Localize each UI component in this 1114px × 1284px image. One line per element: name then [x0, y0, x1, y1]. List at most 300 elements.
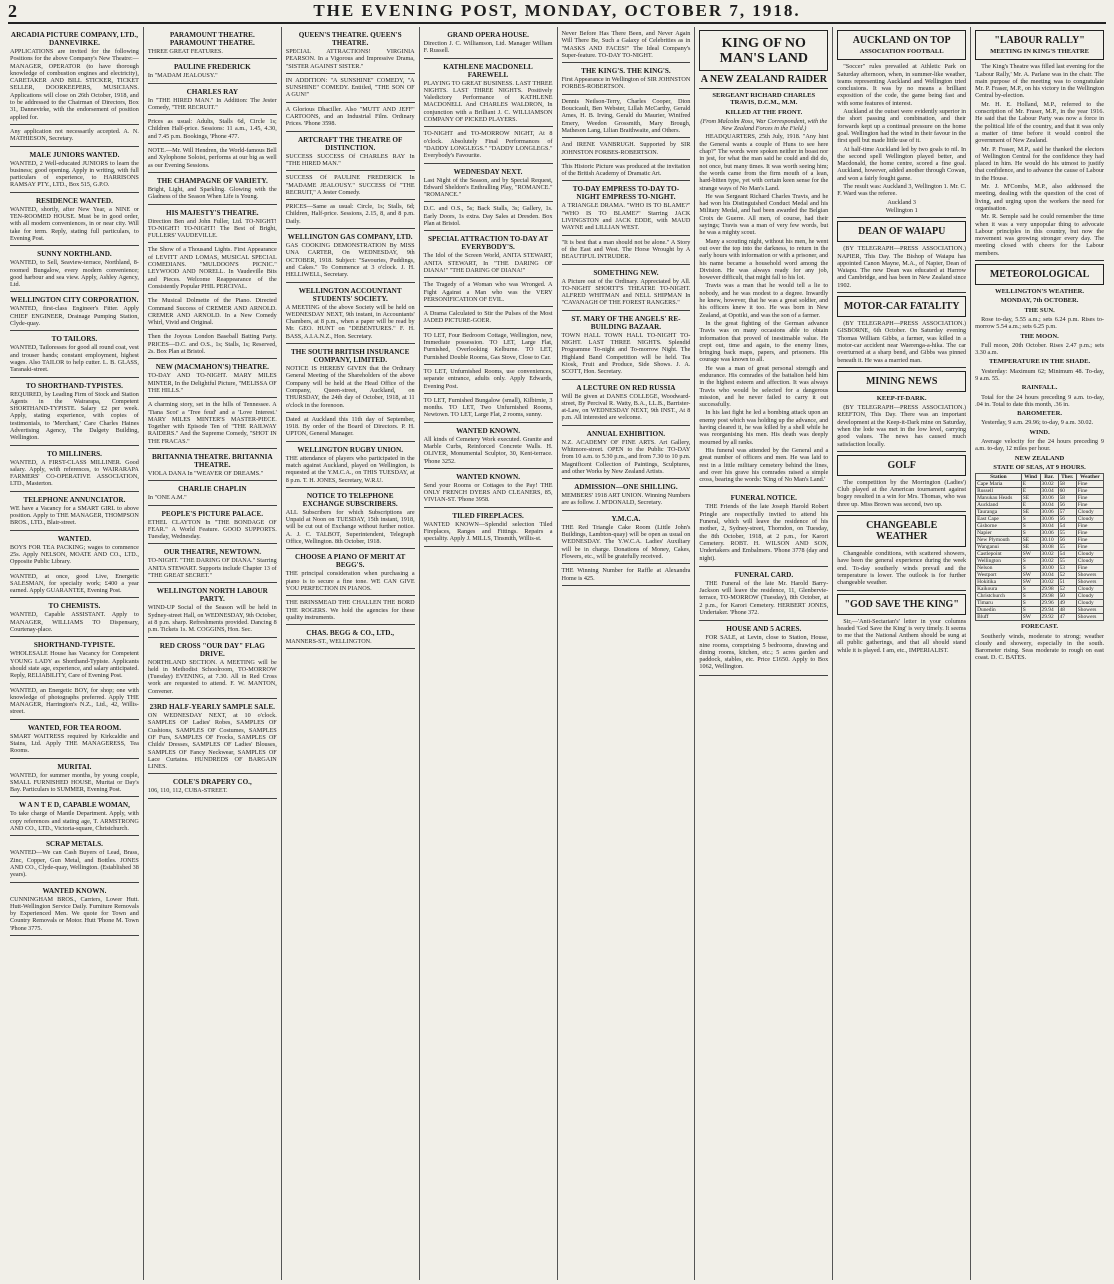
ad-text: BOYS FOR TEA PACKING; wages to commence 25s. Apply NELSON, MOATE AND CO., LTD., Opposite Public Library. [10, 543, 139, 566]
weather-row [976, 607, 1104, 614]
advertisement [148, 506, 277, 545]
paragraph: His funeral was attended by the General and a great number of officers and men. He was laid to rest in a little military cemetery behind the lines, and over his grave his comrades raised a simple cross, bearing the words: 'King of No Man's Land.' [699, 446, 829, 484]
weather-cell: 30.04 [1040, 502, 1058, 509]
weather-cell: E [1021, 502, 1040, 509]
ad-text: TO LET, Unfurnished Rooms, use conveniences, separate entrance, adults only. Apply Edwards, Evening Post. [423, 367, 553, 390]
paragraph: He was Sergeant Richard Charles Travis, and he had won his Distinguished Conduct Medal and his Military Medal, and had been awarded the Belgian Croix de Guerre. All men, of course, had their sayings; Travis was a man of very few words, but he was a mighty scout. [699, 192, 829, 237]
mining-subheading: KEEP-IT-DARK. [876, 394, 927, 402]
weather-cell: 50 [1058, 593, 1076, 600]
weather-row [976, 516, 1104, 523]
column-7-sport-news [833, 27, 971, 1280]
met-subheading: WELLINGTON'S WEATHER. [995, 288, 1085, 296]
score-auckland: Auckland 3 [887, 198, 917, 206]
column-4-opera-house [420, 27, 558, 1280]
weather-cell: East Cape [976, 516, 1022, 523]
advertisement [562, 138, 691, 160]
ad-text: THREE GREAT FEATURES. [147, 48, 223, 55]
weather-row [976, 481, 1104, 488]
weather-cell: Wanganui [976, 544, 1022, 551]
weather-cell: S [1021, 586, 1040, 593]
advertisement [424, 307, 553, 329]
ad-text: THE BRINSMEAD THE CHALLEN THE BORD THE ROGERS. We hold the agencies for these quality instruments. [285, 599, 415, 621]
weather-cell: Cloudy [1076, 509, 1103, 516]
weather-cell: S [1021, 600, 1040, 607]
ad-text: The Tragedy of a Woman who was Wronged. A Fight Against a Man who was the VERY PERSONIFICATION OF EVIL. [423, 281, 553, 303]
ad-text: WIND-UP Social of the Season will be held in Sydney-street Hall, on WEDNESDAY, 9th October, at 8 p.m. sharp. Refreshments provided. Dancing 8 p.m. Tickets 1s. M. COGGINS, Hon. Sec. [147, 604, 277, 634]
ad-text: WANTED, for summer months, by young couple, SMALL FURNISHED HOUSE, Muritai or Day's Bay. Particulars to SUMMER, Evening Post. [10, 771, 139, 794]
advertisement [286, 103, 415, 132]
ad-heading: ADMISSION—ONE SHILLING. [574, 483, 678, 492]
ad-heading: RESIDENCE WANTED. [35, 196, 113, 205]
ad-heading: MURITAI. [57, 762, 92, 771]
advertisement [10, 759, 139, 798]
weather-row [976, 537, 1104, 544]
weather-row [976, 488, 1104, 495]
advertisement [148, 359, 277, 398]
paragraph: Mr. R. Semple said he could remember the time when it was a very unpopular thing to advocate Labour principles in this country, but now the movement was growing stronger every day. The meeting closed with cheers for the Labour members. [975, 213, 1104, 257]
weather-cell: Gisborne [976, 523, 1022, 530]
ad-text: WANTED, A FIRST-CLASS MILLINER. Good salary. Apply, with references, to WAIRARAPA FARMERS' CO-OPERATIVE ASSOCIATION, LTD., Masterton. [10, 458, 139, 488]
ad-heading: TO MILLINERS. [46, 449, 102, 458]
ad-heading: WELLINGTON ACCOUNTANT STUDENTS' SOCIETY. [298, 286, 402, 303]
met-date: MONDAY, 7th OCTOBER. [1000, 297, 1079, 305]
weather-cell: SE [1021, 509, 1040, 516]
ad-text: APPLICATIONS are invited for the following Positions for the above Company's New Theatre:— MANAGER, OPERATOR (to have thorough knowledge of combustion engines and electricity), CARETAKER AND BILL STICKER, TICKET SELLER, DOORKEEPERS, MUSICIANS. Applications will close on 26th October, 1918, and to be addressed to the Chairman of Directors, Box 31, Dannevirke, with the endorsement of position applied for. [10, 48, 139, 121]
column-3-notices [282, 27, 420, 1280]
weather-cell: Fine [1076, 565, 1103, 572]
advertisement [148, 544, 277, 583]
weather-cell: 29.92 [1040, 614, 1058, 621]
advertisement [562, 95, 691, 138]
ad-text: WANTED—We can Cash Buyers of Lead, Brass, Zinc, Copper, Gun Metal, and Bottles. JONES AND CO., Clyde-quay, Wellington. (Established 38 years). [10, 849, 139, 879]
advertisement [10, 147, 139, 193]
advertisement [148, 144, 277, 173]
ad-heading: RED CROSS "OUR DAY" FLAG DRIVE. [159, 641, 265, 658]
columns [6, 27, 1108, 1280]
ad-heading: WELLINGTON CITY CORPORATION. [10, 296, 139, 305]
paragraph: Travis was a man that he would tell a lie to nobody, and he was modest to a degree. Inwardly he knew, however, that he was a great soldier, and his officers knew it too. He was born in New Zealand, at Opotiki, and was the son of a farmer. [699, 282, 829, 319]
ad-heading: WELLINGTON RUGBY UNION. [297, 445, 403, 454]
advertisement [148, 205, 277, 244]
weather-cell: SE [1021, 495, 1040, 502]
ad-text: MANNERS-ST., WELLINGTON. [285, 638, 372, 646]
ad-text: ON WEDNESDAY NEXT, at 10 o'clock. SAMPLES OF Ladies' Robes, SAMPLES OF Cushions, SAMPLES OF Costumes, SAMPLES OF Furs, SAMPLES OF Frocks, SAMPLES OF Childs' Dresses, SAMPLES OF Ladies' Blouses, SAMPLES OF Fancy Neckwear, SAMPLES OF Lace Curtains. HUNDREDS OF BARGAIN LINES. [147, 712, 277, 771]
weather-col-header: Ther. [1058, 474, 1076, 481]
advertisement [424, 329, 553, 365]
weather-cell: Fine [1076, 481, 1103, 488]
ad-text: And IRENE VANBRUGH. Supported by SIR JOHNSTON FORBES-ROBERTSON. [561, 141, 691, 156]
ad-text: NOTICE IS HEREBY GIVEN that the Ordinary General Meeting of the Shareholders of the above Company will be held at the Head Office of the Company, Queen-street, Auckland, on THURSDAY, the 24th day of October, 1918, at 11 o'clock in the forenoon. [285, 365, 415, 409]
paragraph: Auckland at the outset were evidently superior in the short passing and combination, and their forwards kept up a continual pressure on the home goal. Wellington had the wind in their favour in the first spell but made little use of it. [837, 108, 967, 145]
weather-cell: S [1021, 516, 1040, 523]
advertisement [286, 171, 415, 200]
ad-text: Then the Joyous London Baseball Batting Party. PRICES—D.C. and O.S., 1s; Stalls, 1s; Reserved, 2s. Box Plan at Bristol. [147, 333, 277, 356]
ad-heading: CHAS. BEGG & CO., LTD., [306, 629, 395, 638]
weather-cell: Cloudy [1076, 593, 1103, 600]
ad-text: In "ONE A.M." [147, 494, 187, 502]
weather-cell: Napier [976, 530, 1022, 537]
ad-heading: OUR THEATRE, NEWTOWN. [163, 548, 262, 557]
advertisement [424, 423, 553, 469]
weather-cell: Showers [1076, 579, 1103, 586]
paragraph: "Soccer" rules prevailed at Athletic Park on Saturday afternoon, when, in summer-like weather, teams representing Auckland and Wellington tried conclusions. It was by no means a brilliant exposition of the code, the game being fast and with some features of interest. [837, 63, 967, 107]
ad-heading: THE SOUTH BRITISH INSURANCE COMPANY, LIMITED. [290, 348, 410, 365]
ad-text: REQUIRED, by Leading Firm of Stock and Station Agents in the Wairarapa, Competent SHORTHAND-TYPISTE. Salary £2 per week. Apply, stating experience, with copies of testimonials, to 'Merchant,' Care Charles Haines Advertising Agency, The Dalgety Building, Wellington. [10, 390, 139, 442]
ad-text: Prices as usual: Adults, Stalls 6d, Circle 1s; Children Half-price. Sessions: 11 a.m., 1.45, 4.30, and 7.45 p.m. Bookings, 'Phone 477. [147, 118, 277, 140]
advertisement [562, 160, 691, 182]
ad-text: All kinds of Cemetery Work executed. Granite and Marble Curbs, Reinforced Concrete Walls. H. OLIVER, Monumental Sculptor, 30, Kent-terrace. 'Phone 3252. [423, 435, 553, 465]
weather-col-header: Wind [1021, 474, 1040, 481]
ad-heading: ST. MARY OF THE ANGELS' RE-BUILDING BAZAAR. [571, 314, 681, 331]
weather-cell: Fine [1076, 523, 1103, 530]
advertisement [424, 469, 553, 508]
score-wellington: Wellington 1 [885, 206, 918, 214]
ad-text: WANTED, Capable ASSISTANT. Apply to MANAGER, WILLIAMS TO Dispensary, Courtenay-place. [10, 611, 139, 634]
weather-row [976, 523, 1104, 530]
ad-heading: SOMETHING NEW. [593, 268, 659, 277]
weather-cell: S [1021, 558, 1040, 565]
ad-heading: 23RD HALF-YEARLY SAMPLE SALE. [149, 703, 275, 712]
advertisement [148, 774, 277, 798]
weather-cell: 60 [1058, 488, 1076, 495]
auckland-body [837, 63, 966, 197]
weather-cell: 30.02 [1040, 579, 1058, 586]
advertisement [562, 380, 691, 426]
paragraph: Mr. P. Fraser, M.P., said he thanked the electors of Wellington Central for the confidence they had placed in him. He would do his utmost to justify that confidence, and to advance the cause of Labour in the House. [975, 145, 1104, 182]
ad-text: WANTED, shortly, after New Year, a NINE or TEN-ROOMED HOUSE. Must be in good order, with all modern conveniences, in or near city. Will take for term. Reply, stating full particulars, to Evening Post. [10, 205, 139, 242]
ad-text: This Historic Picture was produced at the invitation of the British Academy of Dramatic Art. [561, 162, 691, 178]
changeable-text: Changeable conditions, with scattered showers, have been the general experience during the week end. To-day southerly winds prevail and the temperature is lower. The outlook is for further changeable weather. [837, 550, 967, 587]
changeable-heading: CHANGEABLE WEATHER [866, 520, 938, 543]
advertisement [562, 27, 691, 63]
ad-heading: CHARLIE CHAPLIN [178, 485, 247, 494]
advertisement [148, 330, 277, 359]
nz-subheading: STATE OF SEAS, AT 9 HOURS. [993, 463, 1086, 471]
advertisement [562, 63, 691, 95]
advertisement [424, 202, 553, 231]
advertisement [286, 625, 415, 649]
temp-text: Yesterday: Maximum 62; Minimum 48. To-day, 9 a.m. 55. [975, 367, 1104, 382]
ad-heading: GRAND OPERA HOUSE. [447, 31, 529, 39]
weather-table-header [976, 474, 1104, 481]
weather-cell: 30.02 [1040, 558, 1058, 565]
house-text: FOR SALE, at Levin, close to Station, House, nine rooms, comprising 5 bedrooms, drawing and dining rooms, kitchen, etc.; 5 acres garden and paddock, stables, etc. Price £1650. Apply to Box 1062, Wellington. [699, 634, 829, 671]
weather-cell: 29.98 [1040, 593, 1058, 600]
temp-heading: TEMPERATURE IN THE SHADE. [988, 358, 1091, 366]
weather-cell: 30.02 [1040, 481, 1058, 488]
weather-cell: 30.04 [1040, 572, 1058, 579]
weather-cell: 47 [1058, 614, 1076, 621]
paragraph: The result was: Auckland 3, Wellington 1. Mr. C. F. Ward was the referee. [837, 183, 967, 198]
advertisement [10, 378, 139, 446]
weather-cell: Christchurch [976, 593, 1022, 600]
ad-heading: CHARLES RAY [186, 87, 239, 96]
advertisement [148, 481, 277, 505]
advertisement [10, 637, 139, 683]
weather-cell: S [1021, 523, 1040, 530]
weather-cell: Manukau Heads [976, 495, 1022, 502]
weather-cell: Auckland [976, 502, 1022, 509]
weather-cell: Nelson [976, 565, 1022, 572]
paragraph: In his last fight he led a bombing attack upon an enemy post which was holding up the advance, and having cleared it, he was killed by a shell while he was reorganising his men. His death was deeply mourned by all ranks. [699, 409, 829, 446]
weather-cell: S [1021, 593, 1040, 600]
advertisement [148, 243, 277, 294]
weather-cell: SW [1021, 579, 1040, 586]
ad-text: NORTHLAND SECTION. A MEETING will be held in Methodist Schoolroom, TO-MORROW (Tuesday) EVENING, at 7.30. All in Red Cross work are requested to attend. F. W. MANTON, Convener. [147, 658, 277, 695]
ad-heading: SCRAP METALS. [45, 840, 103, 849]
ad-heading: WANTED KNOWN. [456, 472, 521, 481]
weather-cell: 30.06 [1040, 509, 1058, 516]
weather-cell: 53 [1058, 565, 1076, 572]
article-deck: SERGEANT RICHARD CHARLES TRAVIS, D.C.M., M.M. [712, 92, 816, 107]
advertisement [286, 549, 415, 596]
advertisement [562, 426, 691, 479]
ad-heading: WEDNESDAY NEXT. [453, 167, 523, 176]
advertisement [148, 59, 277, 83]
ad-heading: NOTICE TO TELEPHONE EXCHANGE SUBSCRIBERS. [302, 491, 398, 508]
weather-cell: Showers [1076, 572, 1103, 579]
weather-cell: 48 [1058, 607, 1076, 614]
ad-heading: TILED FIREPLACES. [452, 511, 524, 520]
weather-row [976, 572, 1104, 579]
ad-text: SPECIAL ATTRACTIONS! VIRGINIA PEARSON. In a Vigorous and Impressive Drama, "SISTER AGAINST SISTER." [285, 48, 415, 70]
labour-body [975, 63, 1104, 257]
advertisement [424, 231, 553, 278]
ad-text: SUCCESS SUCCESS Of CHARLES RAY In "THE HIRED MAN." [285, 152, 415, 167]
wind-heading: WIND. [1029, 428, 1050, 436]
weather-cell: Fine [1076, 502, 1103, 509]
weather-cell: 30.08 [1040, 544, 1058, 551]
advertisement [286, 200, 415, 229]
advertisement [286, 74, 415, 103]
ad-text: THE principal consideration when purchasing a piano is to secure a fine tone. WE CAN GIVE YOU PERFECTION IN PIANOS. [285, 570, 415, 592]
weather-cell: 30.00 [1040, 565, 1058, 572]
weather-col-header: Bar. [1040, 474, 1058, 481]
ad-heading: QUEEN'S THEATRE. QUEEN'S THEATRE. [298, 31, 402, 47]
ad-heading: Y.M.C.A. [611, 514, 641, 523]
auckland-heading: AUCKLAND ON TOP [852, 35, 951, 46]
article-body [699, 133, 828, 483]
golf-heading: GOLF [887, 459, 916, 471]
ad-text: Dennis Neilson-Terry, Charles Cooper, Dion Boucicault, Ben Webster, Lillah McCarthy, Gerald Ames, H. B. Irving, Gerald du Maurier, Winifred Emery, Weedon Grossmith, Mary Brough, Matheson Lang, Lilian Braithwaite, and Others. [561, 97, 691, 134]
ad-text: A MEETING of the above Society will be held on WEDNESDAY NEXT, 9th instant, in Accountants' Chambers, at 8 p.m., when a paper will be read by Mr. GEO. HUNT on "DEBENTURES." F. H. BASS, A.I.A.N.Z., Hon. Secretary. [285, 303, 415, 340]
dean-heading: DEAN OF WAIAPU [858, 226, 946, 238]
ad-text: GAS COOKING DEMONSTRATION By MISS UNA CARTER, On WEDNESDAY, 9th OCTOBER, 1918. Subject: "Savouries, Puddings, and Cakes." To Commence at 3 o'clock. J. H. HELLIWELL, Secretary. [285, 242, 415, 279]
weather-cell: Castlepoint [976, 551, 1022, 558]
moon-heading: THE MOON. [1020, 332, 1059, 340]
advertisement [562, 564, 691, 586]
weather-cell: SW [1021, 551, 1040, 558]
weather-cell: Fine [1076, 544, 1103, 551]
rain-text: Total for the 24 hours preceding 9 a.m. to-day, .04 in. Total to date this month, .36 in. [975, 393, 1104, 408]
ad-text: MEMBERS' 1918 ART UNION. Winning Numbers are as follow. J. M'DONALD, Secretary. [561, 492, 691, 507]
auckland-subheading: ASSOCIATION FOOTBALL [859, 48, 944, 55]
weather-row [976, 558, 1104, 565]
paragraph: At half-time Auckland led by two goals to nil. In the second spell Wellington played better, and Macdonald, the home centre, scored a fine goal. Auckland, however, added another through Cowan, and won a fairly fought game. [837, 145, 967, 182]
advertisement [286, 344, 415, 413]
column-1-classifieds [6, 27, 144, 1280]
weather-cell: 56 [1058, 537, 1076, 544]
advertisement [424, 127, 553, 163]
weather-cell: 30.04 [1040, 523, 1058, 530]
advertisement [424, 394, 553, 423]
ad-text: THE Winning Number for Raffle at Alexandra Home is 425. [561, 567, 691, 582]
weather-cell: 30.06 [1040, 495, 1058, 502]
baro-heading: BAROMETER. [1017, 410, 1062, 418]
advertisement [286, 283, 415, 344]
weather-cell: Dunedin [976, 607, 1022, 614]
advertisement [424, 508, 553, 547]
ad-text: WHOLESALE House has Vacancy for Competent YOUNG LADY as Shorthand-Typiste. Applicants should state age, experience, and salary anticipated. Reply, RELIABILITY, Care of Evening Post. [10, 650, 139, 680]
weather-cell: SW [1021, 614, 1040, 621]
ad-heading: SUNNY NORTHLAND. [37, 250, 112, 259]
advertisement [286, 27, 415, 74]
advertisement [10, 684, 139, 720]
weather-cell: Hokitika [976, 579, 1022, 586]
weather-table-body [976, 481, 1104, 621]
weather-cell: S [1021, 530, 1040, 537]
weather-cell: 30.06 [1040, 516, 1058, 523]
ad-text: ALL Subscribers for which Subscriptions are Unpaid at Noon on TUESDAY, 15th instant, 1918, will be cut out of Exchange without further notice. A. J. C. TALBOT, Superintendent, Telegraph Office, Wellington. 8th October, 1918. [285, 508, 415, 546]
ad-text: A TRIANGLE DRAMA. "WHO IS TO BLAME?" "WHO IS TO BLAME?" Starring JACK LIVINGSTON and JACK EDDE, with MAUD WAYNE and LILLIAN WEST. [561, 202, 691, 232]
weather-cell: Fine [1076, 530, 1103, 537]
ad-text: NOTE.—Mr. Will Hendren, the World-famous Bell and Xylophone Soloist, performs at our big as well as our Evening Sessions. [147, 147, 277, 169]
advertisement [10, 836, 139, 882]
ad-heading: TO CHEMISTS. [48, 602, 101, 611]
advertisement [148, 84, 277, 116]
ad-text: TO-NIGHT. "THE DARING OF DIANA." Starring ANITA STEWART. Supports include Chapter 13 of "THE GREAT SECRET." [147, 557, 277, 580]
masthead [8, 0, 1106, 24]
advertisement [10, 292, 139, 331]
ad-heading: KATHLENE MACDONELL FAREWELL [443, 62, 533, 79]
advertisement [424, 164, 553, 203]
weather-row [976, 586, 1104, 593]
ad-text: SUCCESS Of PAULINE FREDERICK In "MADAME JEALOUSY." SUCCESS Of "THE RECRUIT," A Jester Comedy. [285, 174, 415, 196]
article-subtitle: A NEW ZEALAND RAIDER [700, 74, 827, 85]
ad-text: WANTED, an Energetic BOY, for shop; one with knowledge of photographs preferred. Apply THE MANAGER, Harrington's N.Z., Ltd., 42, Willis-street. [10, 686, 139, 716]
ad-text: N.Z. ACADEMY OF FINE ARTS. Art Gallery, Whitmore-street. OPEN to the Public TO-DAY from 10 a.m. to 5.30 p.m., and from 7.30 to 10 p.m. Magnificent Collection of Paintings, Sculptures, and other Works by New Zealand Artists. [561, 438, 691, 475]
ad-text: Will Be given at DANES COLLEGE, Woodward-street, By Percival R. Watty, B.A., LL.B., Barrister-at-Law, on WEDNESDAY NEXT, 9th INST., At 8 p.m. All interested are welcome. [561, 392, 691, 422]
ad-text: WANTED, Tailoresses for good all round coat, vest and trouser hands; constant employment, highest wages. Also TAILOR to help cutter. L. B. GLASS, Taranaki-street. [10, 344, 139, 374]
advertisement [148, 294, 277, 330]
ad-text: The Musical Dolmette of the Piano. Directed Command Success of CREMER AND ARNOLD. CREMER AND ARNOLD. In a New Comedy Whirl, Vivid and Original. [147, 297, 277, 327]
advertisement [562, 265, 691, 311]
weather-cell: 30.04 [1040, 488, 1058, 495]
weather-cell: 57 [1058, 509, 1076, 516]
weather-cell: Cloudy [1076, 586, 1103, 593]
advertisement [10, 598, 139, 637]
ad-text: ETHEL CLAYTON In "THE BONDAGE OF FEAR." A World Feature. GOOD SUPPORTS. Tuesday, Wednesday. [147, 518, 277, 541]
advertisement [286, 132, 415, 172]
paragraph: Many a scouting night, without his men, he went out over the top into the darkness, to return in the early hours with information or with a prisoner, and his name became a household word among the Division. He was always ready for any job, however difficult, that might fall to his lot. [699, 237, 829, 282]
ad-text: WANTED, 2 Well-educated JUNIORS to learn the business; good opening. Apply in writing, with full particulars of experience, to HARRISONS RAMSAY PTY., LTD., Box 515, G.P.O. [10, 159, 139, 189]
ad-heading: ARTCRAFT THE THEATRE OF DISTINCTION. [297, 135, 403, 152]
advertisement [10, 570, 139, 599]
weather-cell: 55 [1058, 530, 1076, 537]
weather-cell: Russell [976, 488, 1022, 495]
advertisement [424, 59, 553, 128]
ad-text: A Glorious Dhaciller. Also "MUTT AND JEFF" CARTOONS, and an Industrial Film. Ordinary Prices. 'Phone 3598. [285, 105, 415, 128]
paragraph: The King's Theatre was filled last evening for the 'Labour Rally,' Mr. A. Parlane was in the chair. The main purpose of the meeting was to congratulate Mr. P. Fraser, M.P., on his victory in the Wellington Central by-election. [975, 63, 1104, 100]
weather-cell: Fine [1076, 488, 1103, 495]
advertisement [562, 236, 691, 265]
weather-cell: 58 [1058, 495, 1076, 502]
ad-heading: MALE JUNIORS WANTED. [29, 150, 120, 159]
weather-cell: Cloudy [1076, 558, 1103, 565]
weather-cell: 55 [1058, 558, 1076, 565]
weather-cell: E [1021, 488, 1040, 495]
ad-heading: THE CHAMPAGNE OF VARIETY. [156, 176, 268, 185]
weather-row [976, 502, 1104, 509]
weather-col-header: Weather [1076, 474, 1103, 481]
advertisement [10, 193, 139, 246]
wind-text: Average velocity for the 24 hours preceding 9 a.m. to-day, 12 miles per hour. [975, 438, 1104, 453]
advertisement [562, 181, 691, 235]
weather-cell: Cloudy [1076, 551, 1103, 558]
ad-heading: WANTED, FOR TEA ROOM. [27, 723, 121, 732]
ad-text: WANTED, to Sell, Seaview-terrace, Northland, 8-roomed Bungalow, every modern convenience; good harbour and sea view. Apply, Ashley Agency, Ltd. [10, 259, 139, 289]
page-number: 2 [8, 0, 17, 21]
weather-cell: S [1021, 565, 1040, 572]
weather-cell: 29.96 [1040, 600, 1058, 607]
advertisement [562, 311, 691, 380]
advertisement [286, 596, 415, 625]
weather-cell: 29.98 [1040, 586, 1058, 593]
advertisement [148, 583, 277, 637]
advertisement [148, 173, 277, 205]
ad-heading: CHOOSE A PIANO OF MERIT AT BEGG'S. [295, 553, 406, 570]
ad-heading: PAULINE FREDERICK [173, 63, 251, 72]
moon-text: Full moon, 20th October. Rises 2.47 p.m.; sets 3.30 a.m. [975, 341, 1104, 357]
weather-cell: New Plymouth [976, 537, 1022, 544]
ad-heading: SPECIAL ATTRACTION TO-DAY AT EVERYBODY'S. [427, 235, 549, 252]
ad-text: Bright, Light, and Sparkling. Glowing with the Gladness of the Season When Life is Young. [147, 185, 277, 201]
funeral2-text: THE Funeral of the late Mr. Harold Barry-Jackson will leave the residence, 11, Glenbervie-terrace, TO-MORROW (Tuesday), 8th October, at 2 p.m., for Karori Cemetery. HERBERT JONES, Undertaker. 'Phone 372. [699, 579, 829, 616]
ad-text: THE attendance of players who participated in the match against Auckland, played on Wellington, is requested at the Y.M.C.A., on THIS TUESDAY, at 8 p.m. T. H. JONES, Secretary, W.R.U. [285, 454, 415, 484]
weather-cell: Cloudy [1076, 516, 1103, 523]
advertisement [286, 442, 415, 488]
advertisement [10, 883, 139, 936]
mining-heading: MINING NEWS [865, 375, 938, 387]
advertisement [424, 278, 553, 307]
advertisement [10, 246, 139, 292]
paragraph: HEADQUARTERS, 25th July, 1918. "Any hint the General wants a couple of Huns to see here chap?" The words were spoken neither in boast nor in jest, for what the man said he could and did do, not once, but many times. It was worth seeing him; the words came from the firm mouth of a lean, hard-bitten type, yet with certain keen sense for the strange ways of No Man's Land. [699, 133, 829, 192]
ad-text: WE have a Vacancy for a SMART GIRL to above position. Apply to THE MANAGER, THOMPSON BROS., LTD., Blair-street. [10, 504, 139, 527]
weather-cell: 56 [1058, 502, 1076, 509]
ad-text: First Appearance in Wellington of SIR JOHNSTON FORBES-ROBERTSON. [561, 76, 691, 91]
ad-text: WANTED, first-class Engineer's Fitter. Apply CHIEF ENGINEER, Drainage Pumping Station, Clyde-quay. [10, 305, 139, 328]
ad-text: TOWN HALL TOWN HALL TO-NIGHT TO-NIGHT. LAST THREE NIGHTS. Splendid Programme To-night and To-morrow Night. The Highland Band Competition will be held. Tea Kiosk, Fruit and Produce, Side Shows. J. A. SCOTT, Hon. Secretary. [561, 331, 691, 376]
advertisement [424, 27, 553, 59]
weather-row [976, 600, 1104, 607]
weather-cell: 55 [1058, 544, 1076, 551]
weather-row [976, 593, 1104, 600]
weather-cell: Showers [1076, 614, 1103, 621]
advertisement [286, 413, 415, 442]
paragraph: He was a man of great personal strength and endurance. His comrades of the battalion held him in the highest esteem and affection. It was always Travis who would be selected for a dangerous mission, and he never failed to carry it out successfully. [699, 364, 829, 409]
weather-row [976, 530, 1104, 537]
weather-row [976, 509, 1104, 516]
ad-text: Any application not necessarily accepted. A. N. MATHIESON, Secretary. [10, 127, 139, 143]
ad-heading: WELLINGTON GAS COMPANY, LTD. [287, 233, 413, 242]
weather-cell: 49 [1058, 600, 1076, 607]
weather-cell: E [1021, 481, 1040, 488]
weather-cell: SE [1021, 537, 1040, 544]
advertisement [148, 699, 277, 774]
weather-cell: 29.94 [1040, 607, 1058, 614]
weather-cell: SW [1021, 572, 1040, 579]
advertisement [10, 492, 139, 531]
